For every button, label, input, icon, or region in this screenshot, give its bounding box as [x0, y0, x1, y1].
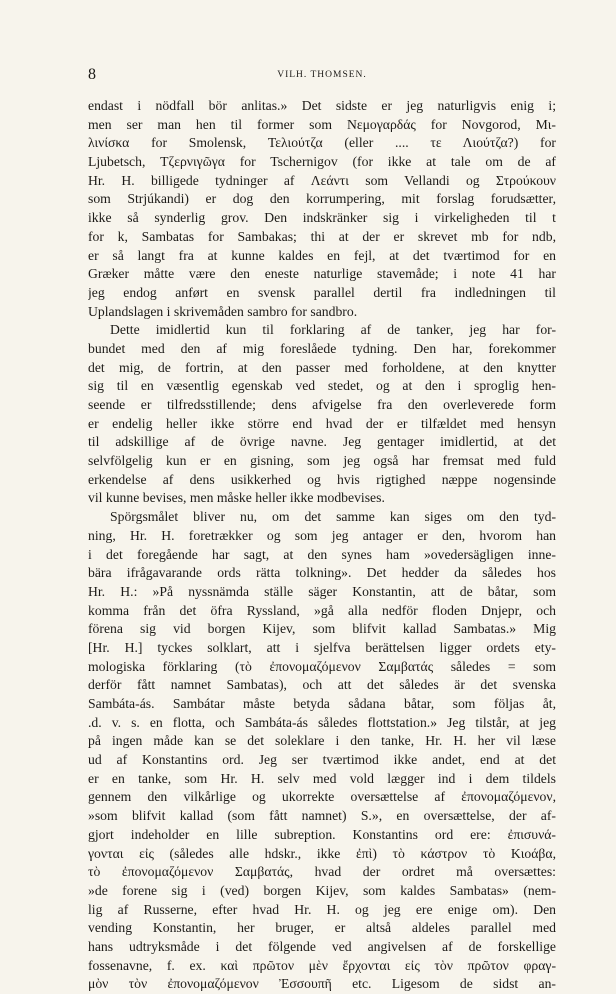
- text-line: på ingen måde kan se det soleklare i den tanke, Hr. H. her vil læse: [88, 733, 556, 749]
- text-line: vending Konstantin, her bruger, er altså aldeles parallel med: [88, 920, 556, 936]
- text-line: μὸν τὸν ἐπονομαζόμενον Ἐσσουπῆ etc. Ligesom de sidst an-: [88, 976, 556, 992]
- text-line: vil kunne bevises, men måske heller ikke modbevises.: [88, 490, 385, 506]
- text-line: gennem den vilkårlige og ukorrekte oversættelse af ἐπονομαζόμενον,: [88, 789, 556, 805]
- text-line: Hr. H. billigede tydninger af Λεάντι som Vellandi og Στρούκουν: [88, 172, 556, 188]
- text-line: erkendelse af dens usikkerhed og hvis rigtighed næppe nogensinde: [88, 471, 556, 487]
- page-number: 8: [88, 66, 96, 83]
- text-line: [Hr. H.] tyckes solklart, att i sjelfva berättelsen ligger ordets ety-: [88, 639, 556, 655]
- text-line: jeg endog anført en svensk parallel dertil fra indledningen til: [88, 284, 556, 300]
- text-line: ikke så synderlig grov. Den indskränker sig i virkeligheden til t: [88, 210, 556, 226]
- text-line: »de forene sig i (ved) borgen Kijev, som kaldes Sambatas» (nem-: [88, 882, 556, 898]
- text-line: lig af Russerne, efter hvad Hr. H. og jeg ere enige om). Den: [88, 901, 556, 917]
- text-line: ning, Hr. H. foretrækker og som jeg antager er den, hvorom han: [88, 527, 556, 543]
- text-line: selvfölgelig kun er en gisning, som jeg også har fremsat med fuld: [88, 453, 556, 469]
- text-line: seende er tilfredsstillende; dens afvigelse fra den overleverede form: [88, 397, 556, 412]
- text-line: ud af Konstantins ord. Jeg ser tværtimod ikke andet, end at det: [88, 752, 556, 768]
- text-line: Græker måtte være den eneste naturlige stavemåde; i note 41 har: [88, 266, 556, 282]
- text-line: for k, Sambatas for Sambakas; thi at der er skrevet mb for ndb,: [88, 228, 556, 244]
- text-line: men ser man hen til former som Νεμογαρδάς for Novgorod, Μι-: [88, 116, 556, 132]
- text-line: mologiska förklaring (τὸ ἐπονομαζόμενον Σαμβατάς således = som: [88, 658, 556, 674]
- text-line: endast i nödfall bör anlitas.» Det sidste er jeg naturligvis enig i;: [88, 98, 556, 113]
- text-line: γονται εἰς (således alle hdskr., ikke ἐπὶ) τὸ κάστρον τὸ Κιοάβα,: [88, 845, 556, 861]
- text-line: det mig, de fortrin, at den passer med forholdene, at den knytter: [88, 359, 556, 375]
- page-header: [88, 66, 556, 84]
- text-line: Hr. H.: »På nyssnämda ställe säger Konstantin, att de båtar, som: [88, 583, 556, 599]
- text-line: derför fått namnet Sambatas), och att det således är det svenska: [88, 677, 556, 693]
- text-line: Uplandslagen i skrivemåden sambro for sandbro.: [88, 303, 358, 319]
- text-line: gjort indeholder en lille subreption. Konstantins ord ere: ἐπισυνά-: [88, 826, 556, 842]
- text-line: bära ifrågavarande ords rätta tolkning». Det hedder da således hos: [88, 565, 556, 581]
- text-line: λινίσκα for Smolensk, Τελιούτζα (eller .... τε Λιούτζα?) for: [88, 135, 556, 151]
- text-line: fossenavne, f. ex. καὶ πρῶτον μὲν ἔρχονται εἰς τὸν πρῶτον φραγ-: [88, 957, 556, 973]
- text-line: til adskillige af de övrige navne. Jeg gentager imidlertid, at det: [88, 434, 556, 450]
- text-line: hans udtryksmåde i det fölgende ved angivelsen af de forskellige: [88, 938, 556, 954]
- text-line: bundet med den af mig foreslåede tydning. Den har, forekommer: [88, 340, 556, 356]
- text-line: τὸ ἐπονομαζόμενον Σαμβατάς, hvad der ordret må oversættes:: [88, 864, 556, 880]
- text-line: Spörgsmålet bliver nu, om det samme kan siges om den tyd-: [110, 509, 556, 525]
- text-line: er en tanke, som Hr. H. selv med vold lægger ind i dem tildels: [88, 770, 556, 786]
- text-line: Sambáta-ás. Sambátar måste betyda sådana båtar, som följas åt,: [88, 696, 556, 711]
- text-line: .d. v. s. en flotta, och Sambáta-ás således flottstation.» Jeg tilstår, at jeg: [88, 714, 556, 730]
- text-line: Ljubetsch, Τζερνιγῶγα for Tschernigov (for ikke at tale om de af: [88, 154, 556, 170]
- body-text: [88, 97, 556, 994]
- text-line: er endelig heller ikke större end hvad der er tilfældet med hensyn: [88, 415, 556, 431]
- text-line: förena sig vid borgen Kijev, som blifvit kallad Sambatas.» Mig: [88, 621, 556, 637]
- text-line: som Strjúkandi) er dog den korrumpering, mit forslag forudsætter,: [88, 191, 556, 207]
- text-line: »som blifvit kallad (som fått namnet) S.», en oversættelse, der af-: [88, 808, 556, 824]
- text-line: komma från det öfra Ryssland, »gå alla nedför floden Dnjepr, och: [88, 602, 556, 618]
- running-title: VILH. THOMSEN.: [277, 70, 367, 80]
- text-line: sig til en væsentlig egenskab ved stedet, og at den i sproglig hen-: [88, 378, 556, 394]
- text-line: Dette imidlertid kun til forklaring af de tanker, jeg har for-: [110, 322, 556, 338]
- text-line: i det foregående har sagt, at den synes ham »ovedersägligen inne-: [88, 546, 556, 562]
- text-line: er så langt fra at kunne kaldes en fejl, at det tværtimod for en: [88, 247, 556, 263]
